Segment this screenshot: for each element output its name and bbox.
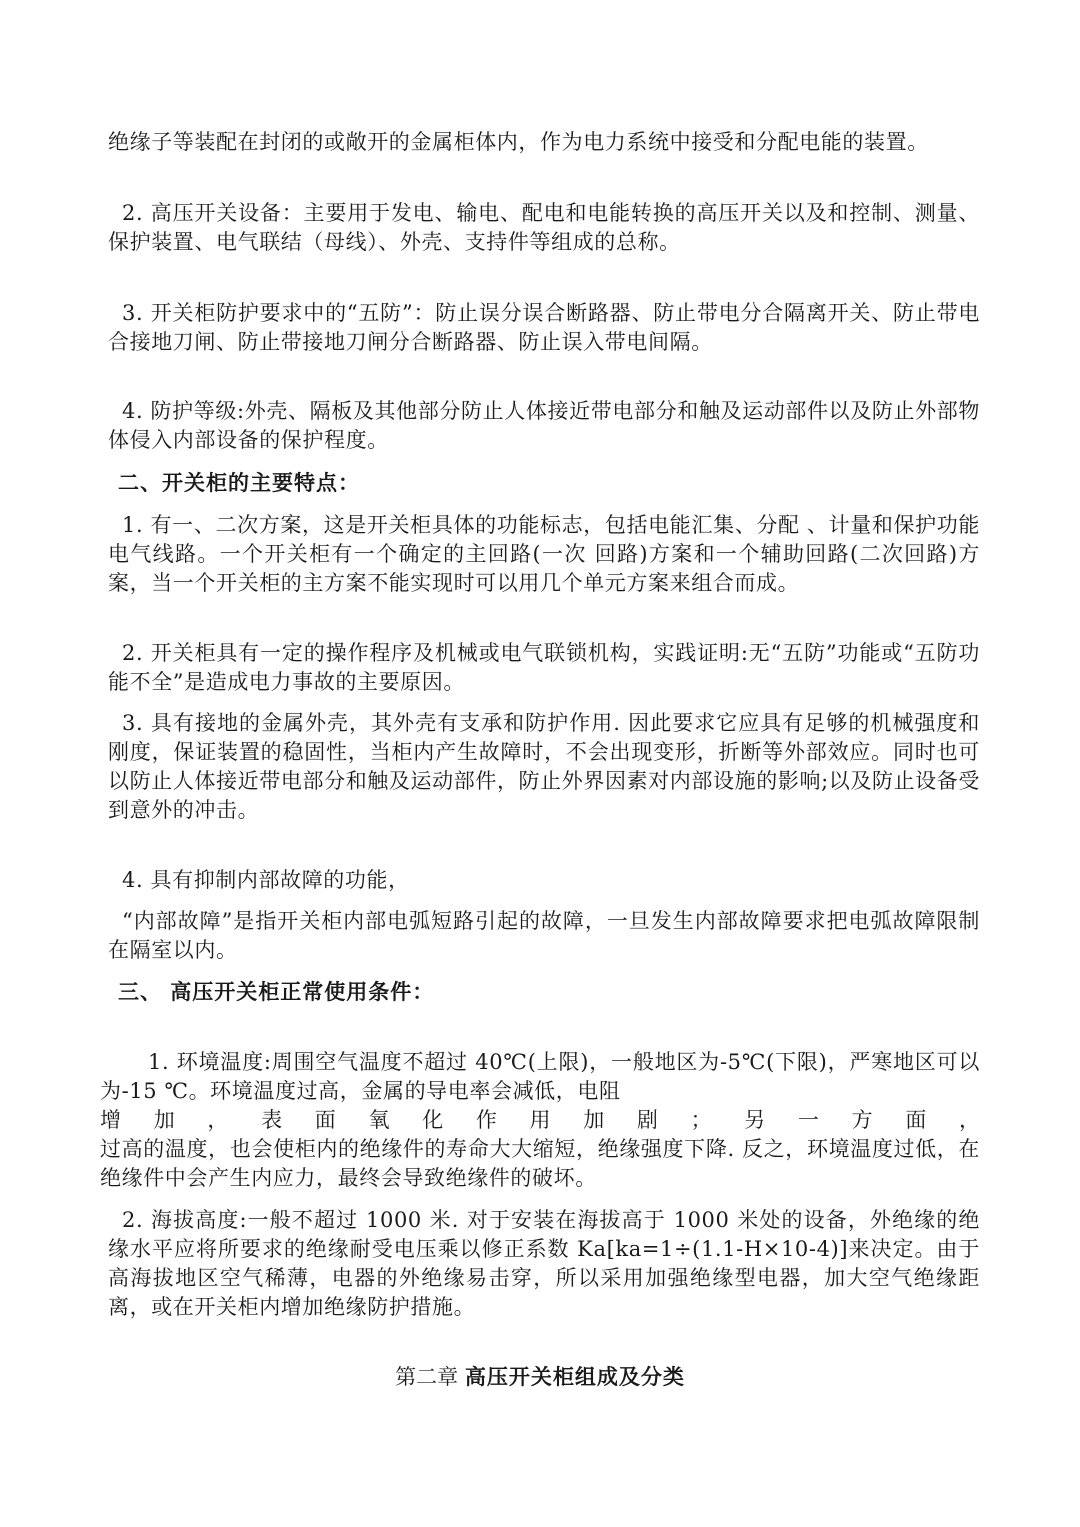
paragraph-high-voltage-equipment: 2. 高压开关设备：主要用于发电、输电、配电和电能转换的高压开关以及和控制、测量、保护装置、电气联结（母线）、外壳、支持件等组成的总称。	[108, 201, 980, 254]
paragraph-feature-2: 2. 开关柜具有一定的操作程序及机械或电气联锁机构，实践证明:无“五防”功能或“五防功能不全”是造成电力事故的主要原因。	[108, 641, 980, 694]
spread-char: 用	[529, 1108, 551, 1132]
section-heading-usage-conditions: 三、 高压开关柜正常使用条件：	[118, 980, 435, 1004]
spread-char: 氧	[368, 1108, 390, 1132]
paragraph-feature-1: 1. 有一、二次方案，这是开关柜具体的功能标志，包括电能汇集、分配 、计量和保护功能电气线路。一个开关柜有一个确定的主回路(一次 回路)方案和一个辅助回路(二次回路)方案，当一个开关柜的主方案不能实现时可以用几个单元方案来组合而成。	[108, 513, 980, 595]
paragraph-internal-fault: “内部故障”是指开关柜内部电弧短路引起的故障，一旦发生内部故障要求把电弧故障限制在隔室以内。	[108, 909, 980, 962]
spread-char: 一	[797, 1108, 819, 1132]
spread-char: ，	[959, 1108, 980, 1132]
spread-char: 增	[100, 1108, 121, 1132]
paragraph-altitude: 2. 海拔高度:一般不超过 1000 米. 对于安装在海拔高于 1000 米处的设备，外绝缘的绝缘水平应将所要求的绝缘耐受电压乘以修正系数 Ka[ka=1÷(1.1-H×10-4)]来决定。由于高海拔地区空气稀薄，电器的外绝缘易击穿，所以采用加强绝缘型电器，加大空气绝缘距离，或在开关柜内增加绝缘防护措施。	[108, 1208, 980, 1319]
spread-char: 剧	[636, 1108, 658, 1132]
spread-char: 另	[744, 1108, 766, 1132]
paragraph-five-protections: 3. 开关柜防护要求中的“五防”：防止误分误合断路器、防止带电分合隔离开关、防止带电合接地刀闸、防止带接地刀闸分合断路器、防止误入带电间隔。	[108, 301, 980, 354]
spread-char: 加	[153, 1108, 175, 1132]
section-heading-main-features: 二、开关柜的主要特点：	[118, 471, 360, 495]
spread-char: 化	[422, 1108, 444, 1132]
paragraph-temperature-part2: 过高的温度，也会使柜内的绝缘件的寿命大大缩短，绝缘强度下降. 反之，环境温度过低，在绝缘件中会产生内应力，最终会导致绝缘件的破坏。	[100, 1137, 980, 1190]
chapter-main-title: 高压开关柜组成及分类	[464, 1365, 685, 1389]
spread-char: 表	[261, 1108, 283, 1132]
paragraph-temperature-spread-line	[100, 1106, 980, 1135]
spread-char: 面	[314, 1108, 336, 1132]
spread-char: 加	[583, 1108, 605, 1132]
chapter-prefix: 第二章	[395, 1365, 465, 1389]
paragraph-protection-level: 4. 防护等级:外壳、隔板及其他部分防止人体接近带电部分和触及运动部件以及防止外部物体侵入内部设备的保护程度。	[108, 399, 980, 452]
spread-char: 面	[905, 1108, 927, 1132]
chapter-title	[0, 1362, 1080, 1392]
spread-char: 作	[475, 1108, 497, 1132]
paragraph-feature-3: 3. 具有接地的金属外壳，其外壳有支承和防护作用. 因此要求它应具有足够的机械强度和刚度，保证装置的稳固性，当柜内产生故障时，不会出现变形，折断等外部效应。同时也可以防止人体接近带电部分和触及运动部件，防止外界因素对内部设施的影响;以及防止设备受到意外的冲击。	[108, 711, 980, 822]
paragraph-feature-4: 4. 具有抑制内部故障的功能，	[122, 868, 410, 892]
paragraph-temperature-part1: 1. 环境温度:周围空气温度不超过 40℃(上限)，一般地区为-5℃(下限)，严寒地区可以为-15 ℃。环境温度过高，金属的导电率会减低，电阻	[100, 1050, 980, 1103]
spread-char: ；	[690, 1108, 712, 1132]
spread-char: 方	[851, 1108, 873, 1132]
paragraph-continuation: 绝缘子等装配在封闭的或敞开的金属柜体内，作为电力系统中接受和分配电能的装置。	[108, 130, 929, 154]
spread-char: ，	[207, 1108, 229, 1132]
